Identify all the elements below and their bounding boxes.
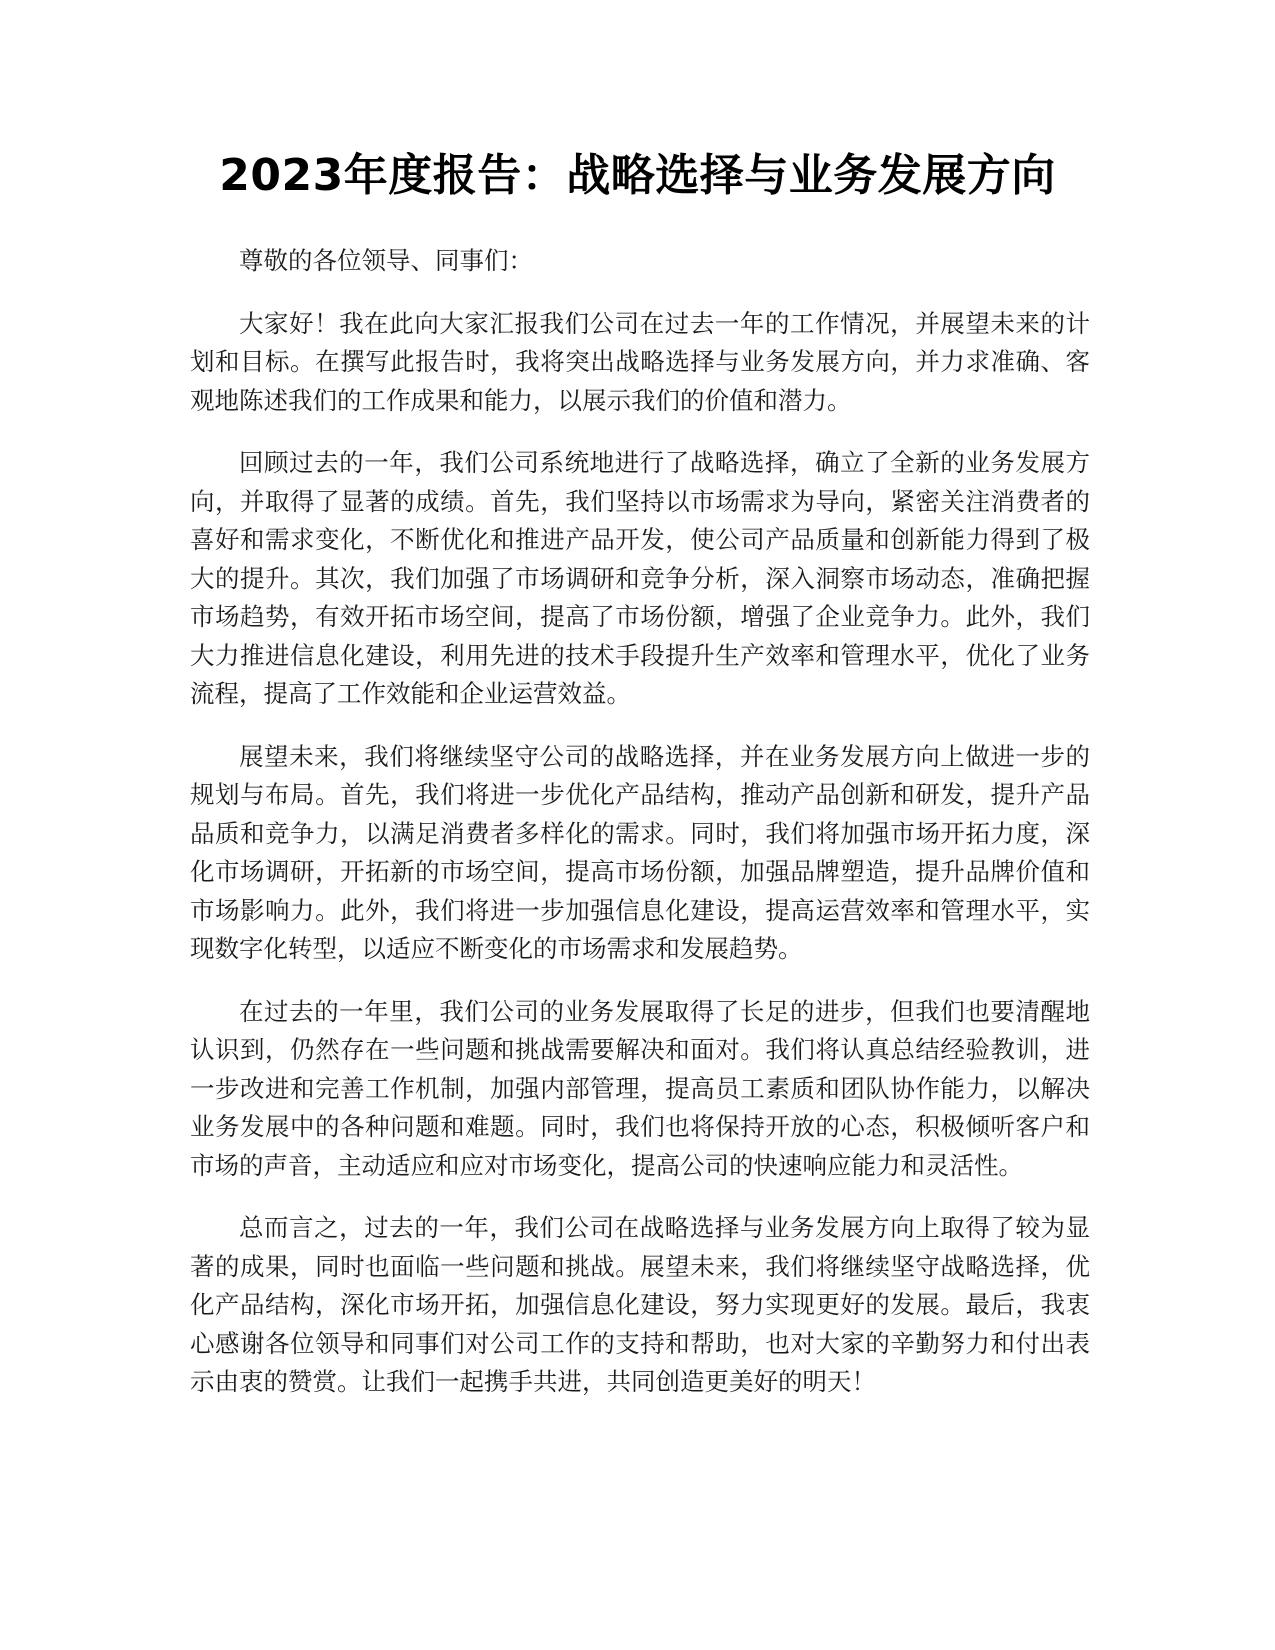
paragraph-conclusion: 总而言之，过去的一年，我们公司在战略选择与业务发展方向上取得了较为显著的成果，同时也面临一些问题和挑战。展望未来，我们将继续坚守战略选择，优化产品结构，深化市场开拓，加强信息化建设，努力实现更好的发展。最后，我衷心感谢各位领导和同事们对公司工作的支持和帮助，也对大家的辛勤努力和付出表示由衷的赞赏。让我们一起携手共进，共同创造更美好的明天！ — [190, 1213, 1090, 1396]
salutation: 尊敬的各位领导、同事们： — [239, 246, 533, 275]
paragraph-review: 回顾过去的一年，我们公司系统地进行了战略选择，确立了全新的业务发展方向，并取得了显著的成绩。首先，我们坚持以市场需求为导向，紧密关注消费者的喜好和需求变化，不断优化和推进产品开发，使公司产品质量和创新能力得到了极大的提升。其次，我们加强了市场调研和竞争分析，深入洞察市场动态，准确把握市场趋势，有效开拓市场空间，提高了市场份额，增强了企业竞争力。此外，我们大力推进信息化建设，利用先进的技术手段提升生产效率和管理水平，优化了业务流程，提高了工作效能和企业运营效益。 — [190, 448, 1090, 708]
paragraph-outlook: 展望未来，我们将继续坚守公司的战略选择，并在业务发展方向上做进一步的规划与布局。首先，我们将进一步优化产品结构，推动产品创新和研发，提升产品品质和竞争力，以满足消费者多样化的需求。同时，我们将加强市场开拓力度，深化市场调研，开拓新的市场空间，提高市场份额，加强品牌塑造，提升品牌价值和市场影响力。此外，我们将进一步加强信息化建设，提高运营效率和管理水平，实现数字化转型，以适应不断变化的市场需求和发展趋势。 — [190, 741, 1090, 963]
document-title: 2023年度报告：战略选择与业务发展方向 — [219, 150, 1056, 201]
paragraph-challenges: 在过去的一年里，我们公司的业务发展取得了长足的进步，但我们也要清醒地认识到，仍然存在一些问题和挑战需要解决和面对。我们将认真总结经验教训，进一步改进和完善工作机制，加强内部管理，提高员工素质和团队协作能力，以解决业务发展中的各种问题和难题。同时，我们也将保持开放的心态，积极倾听客户和市场的声音，主动适应和应对市场变化，提高公司的快速响应能力和灵活性。 — [190, 996, 1090, 1180]
paragraph-intro: 大家好！我在此向大家汇报我们公司在过去一年的工作情况，并展望未来的计划和目标。在撰写此报告时，我将突出战略选择与业务发展方向，并力求准确、客观地陈述我们的工作成果和能力，以展示我们的价值和潜力。 — [190, 308, 1090, 415]
document-body — [190, 242, 1090, 1426]
